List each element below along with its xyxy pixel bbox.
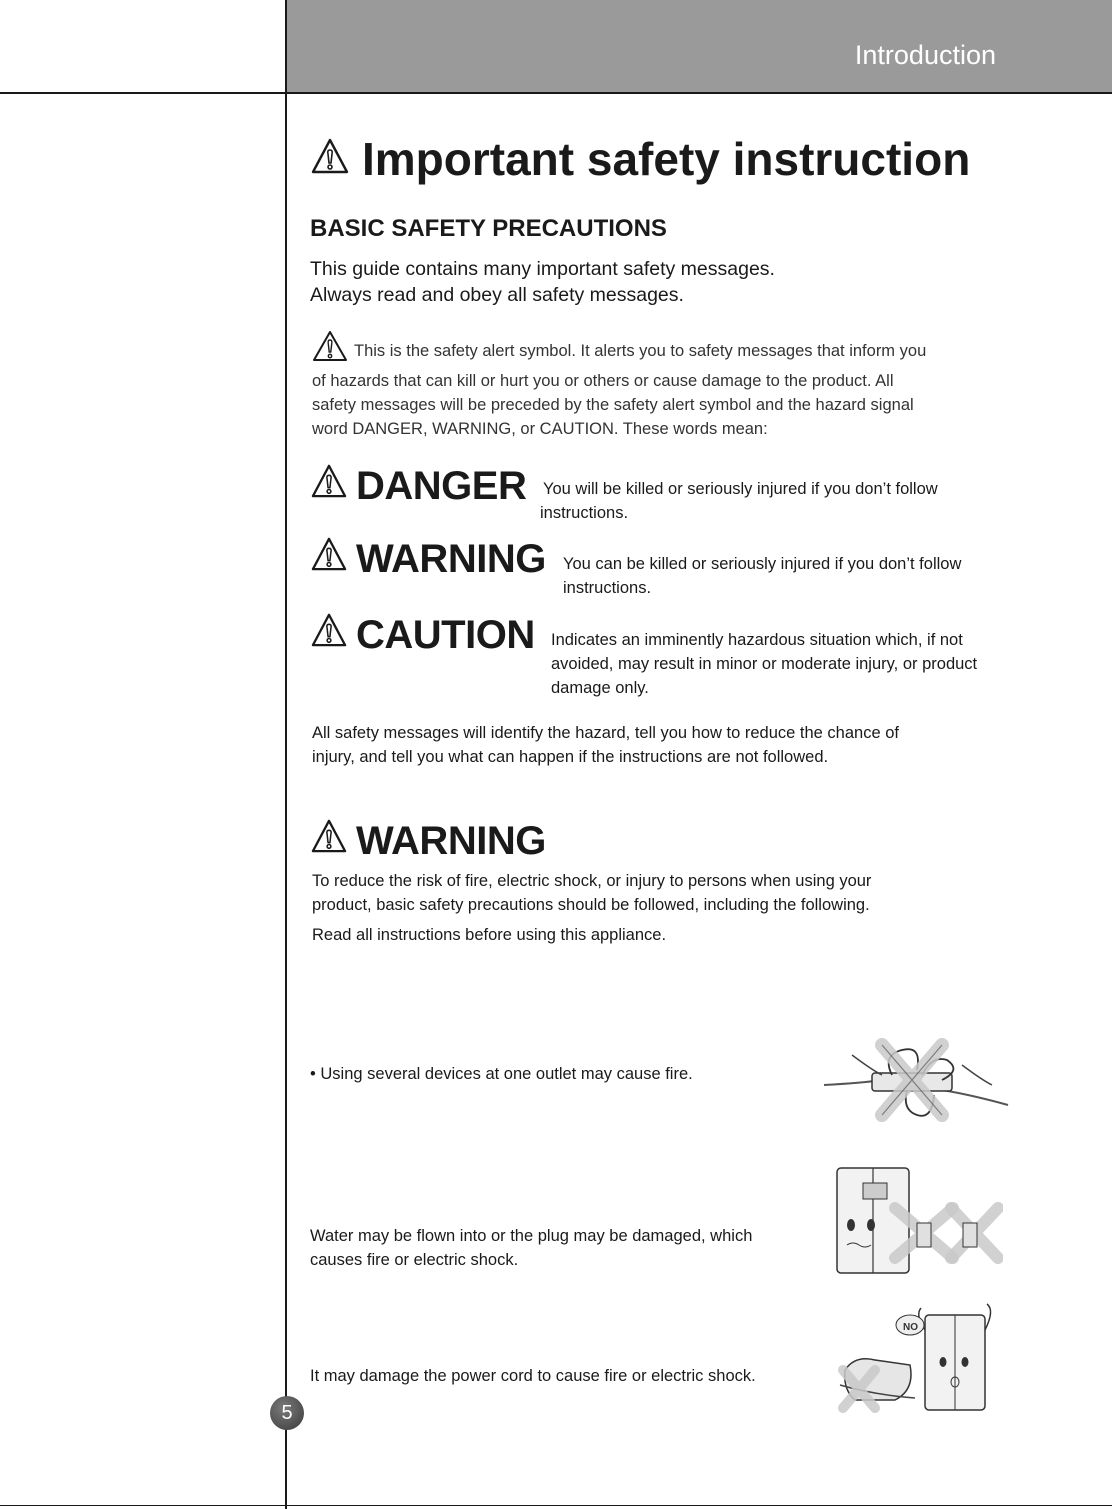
danger-word: DANGER [356, 463, 527, 508]
caution-signal [310, 612, 535, 658]
list-item-line: Water may be flown into or the plug may be damaged, which [310, 1227, 753, 1245]
safety-alert-icon [310, 536, 348, 582]
multi-plug-outlet-illustration [822, 1035, 1012, 1130]
page-title [310, 132, 970, 186]
caution-description [551, 628, 977, 700]
warning-section-line: To reduce the risk of fire, electric shock, or injury to persons when using your [312, 872, 872, 890]
safety-alert-icon [310, 132, 350, 186]
section-title-header: Introduction [854, 40, 996, 70]
header-rule [0, 92, 1112, 94]
list-item [310, 1065, 693, 1084]
list-item [310, 1364, 756, 1388]
warning-description [563, 552, 961, 600]
identify-paragraph [312, 721, 899, 769]
symbol-text-line: safety messages will be preceded by the safety alert symbol and the hazard signal [312, 396, 914, 414]
intro-line: This guide contains many important safety messages. [310, 258, 775, 280]
warning-word: WARNING [356, 536, 546, 581]
symbol-text-line: word DANGER, WARNING, or CAUTION. These words mean: [312, 420, 768, 438]
list-item-text: Using several devices at one outlet may cause fire. [320, 1065, 693, 1083]
symbol-text-line: This is the safety alert symbol. It alerts you to safety messages that inform you [354, 342, 927, 360]
warning-section-word: WARNING [356, 818, 546, 863]
caution-desc-line: damage only. [551, 679, 649, 697]
warning-desc-line: instructions. [563, 579, 652, 597]
caution-word: CAUTION [356, 612, 535, 657]
list-item [310, 1224, 752, 1272]
cord-under-furniture-illustration [835, 1300, 1005, 1420]
warning-section-text [312, 869, 871, 947]
page-title-text: Important safety instruction [362, 133, 971, 185]
warning-section-heading [310, 818, 546, 864]
caution-desc-line: avoided, may result in minor or moderate injury, or product [551, 655, 978, 673]
identify-line: injury, and tell you what can happen if the instructions are not followed. [312, 748, 829, 766]
danger-signal [310, 463, 526, 509]
caution-desc-line: Indicates an imminently hazardous situation which, if not [551, 631, 963, 649]
warning-desc-line: You can be killed or seriously injured if you don’t follow [563, 555, 962, 573]
read-all-line: Read all instructions before using this appliance. [312, 926, 667, 944]
danger-description [540, 477, 938, 525]
identify-line: All safety messages will identify the hazard, tell you how to reduce the chance of [312, 724, 899, 742]
warning-signal [310, 536, 546, 582]
danger-desc-line: You will be killed or seriously injured if you don’t follow [543, 480, 938, 498]
vertical-rule [285, 0, 287, 1509]
safety-alert-icon [310, 612, 348, 658]
safety-alert-icon [312, 330, 348, 369]
symbol-text-line: of hazards that can kill or hurt you or others or cause damage to the product. All [312, 372, 894, 390]
warning-section-line: product, basic safety precautions should be followed, including the following. [312, 896, 870, 914]
safety-alert-icon [310, 818, 348, 864]
intro-line: Always read and obey all safety messages. [310, 284, 684, 306]
footer-rule [0, 1505, 1112, 1506]
safety-symbol-paragraph [312, 330, 1012, 441]
intro-text [310, 256, 775, 308]
page-number-badge: 5 [270, 1396, 304, 1430]
list-item-text: It may damage the power cord to cause fire or electric shock. [310, 1367, 756, 1385]
safety-alert-icon [310, 463, 348, 509]
bullet-mark: • [310, 1065, 316, 1083]
refrigerator-plug-illustration [833, 1163, 1003, 1278]
danger-desc-line: instructions. [540, 504, 629, 522]
section-heading: BASIC SAFETY PRECAUTIONS [310, 215, 667, 242]
no-speech-text: NO [903, 1322, 918, 1333]
list-item-line: causes fire or electric shock. [310, 1251, 519, 1269]
